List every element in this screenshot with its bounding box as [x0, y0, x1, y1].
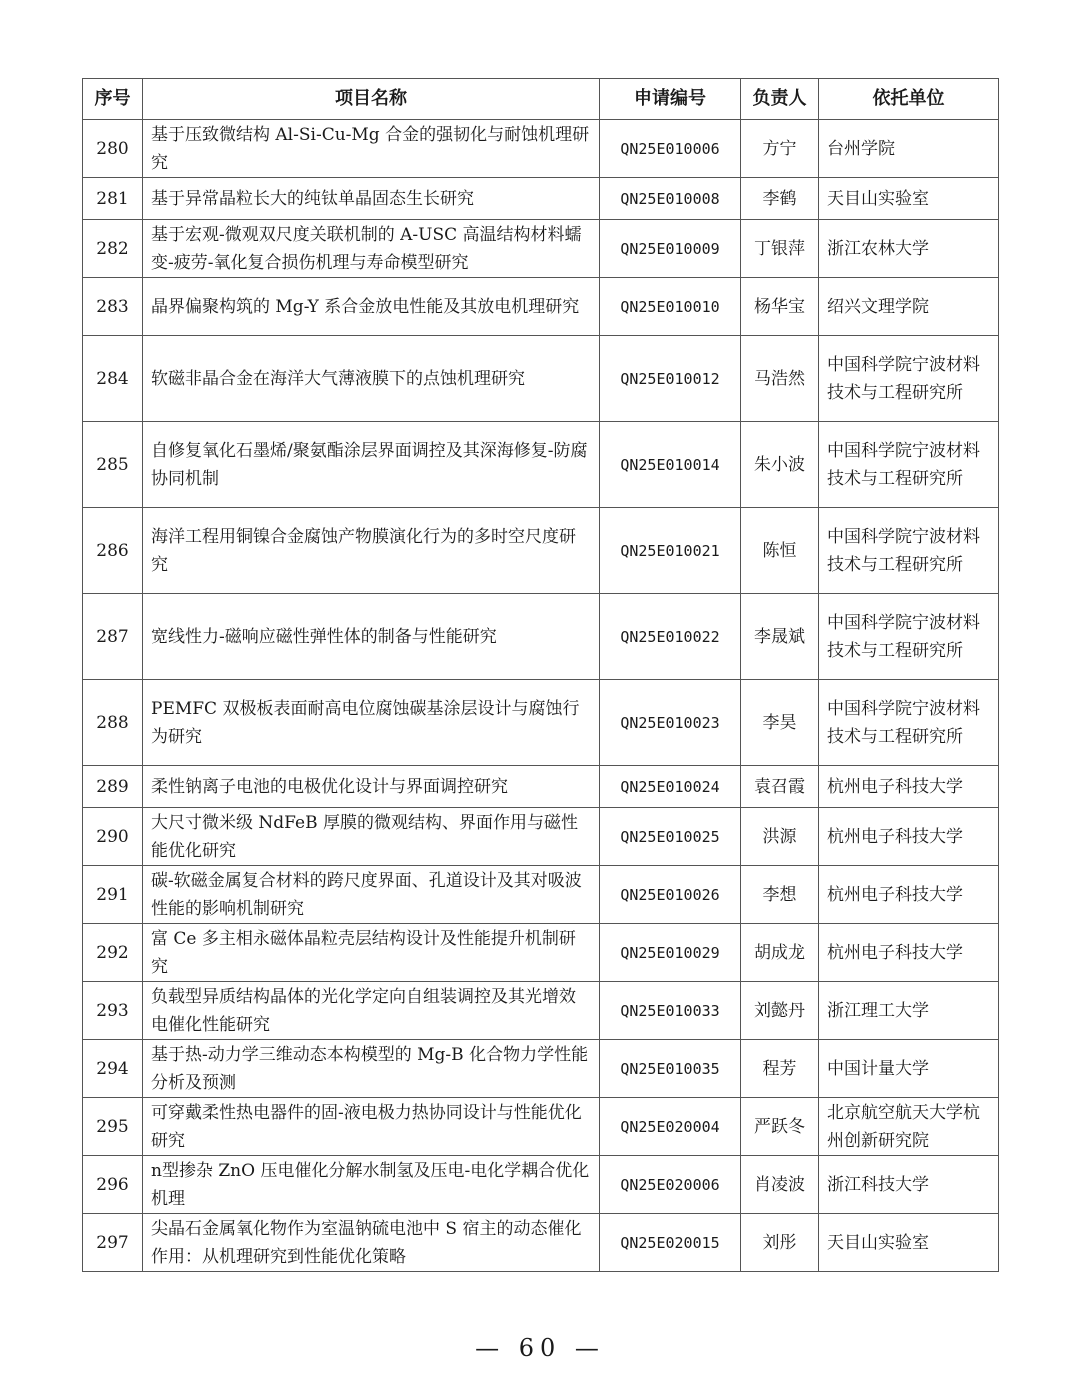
table-row: [83, 422, 999, 508]
project-title: 大尺寸微米级 NdFeB 厚膜的微观结构、界面作用与磁性能优化研究: [143, 808, 600, 866]
row-number: 291: [83, 866, 143, 924]
table-row: [83, 1040, 999, 1098]
project-title: 基于异常晶粒长大的纯钛单晶固态生长研究: [143, 178, 600, 220]
project-title: 自修复氧化石墨烯/聚氨酯涂层界面调控及其深海修复-防腐协同机制: [143, 422, 600, 508]
person-in-charge: 洪源: [741, 808, 819, 866]
person-in-charge: 李晟斌: [741, 594, 819, 680]
application-code: QN25E010026: [600, 866, 741, 924]
row-number: 288: [83, 680, 143, 766]
project-table: [82, 78, 999, 1272]
host-unit: 杭州电子科技大学: [819, 766, 999, 808]
host-unit: 浙江农林大学: [819, 220, 999, 278]
project-title: 基于压致微结构 Al-Si-Cu-Mg 合金的强韧化与耐蚀机理研究: [143, 120, 600, 178]
project-title: PEMFC 双极板表面耐高电位腐蚀碳基涂层设计与腐蚀行为研究: [143, 680, 600, 766]
row-number: 289: [83, 766, 143, 808]
header-person-in-charge: 负责人: [741, 79, 819, 120]
row-number: 293: [83, 982, 143, 1040]
host-unit: 杭州电子科技大学: [819, 866, 999, 924]
row-number: 284: [83, 336, 143, 422]
person-in-charge: 严跃冬: [741, 1098, 819, 1156]
application-code: QN25E010022: [600, 594, 741, 680]
table-row: [83, 1156, 999, 1214]
host-unit: 天目山实验室: [819, 1214, 999, 1272]
row-number: 283: [83, 278, 143, 336]
application-code: QN25E010010: [600, 278, 741, 336]
row-number: 292: [83, 924, 143, 982]
person-in-charge: 杨华宝: [741, 278, 819, 336]
application-code: QN25E020006: [600, 1156, 741, 1214]
table-row: [83, 278, 999, 336]
project-title: n型掺杂 ZnO 压电催化分解水制氢及压电-电化学耦合优化机理: [143, 1156, 600, 1214]
table-row: [83, 508, 999, 594]
person-in-charge: 陈恒: [741, 508, 819, 594]
table-row: [83, 120, 999, 178]
header-number: 序号: [83, 79, 143, 120]
project-title: 软磁非晶合金在海洋大气薄液膜下的点蚀机理研究: [143, 336, 600, 422]
application-code: QN25E010024: [600, 766, 741, 808]
person-in-charge: 丁银萍: [741, 220, 819, 278]
host-unit: 中国科学院宁波材料技术与工程研究所: [819, 336, 999, 422]
project-title: 海洋工程用铜镍合金腐蚀产物膜演化行为的多时空尺度研究: [143, 508, 600, 594]
application-code: QN25E010014: [600, 422, 741, 508]
table-row: [83, 866, 999, 924]
host-unit: 天目山实验室: [819, 178, 999, 220]
table-row: [83, 680, 999, 766]
project-title: 基于热-动力学三维动态本构模型的 Mg-B 化合物力学性能分析及预测: [143, 1040, 600, 1098]
row-number: 295: [83, 1098, 143, 1156]
application-code: QN25E010009: [600, 220, 741, 278]
person-in-charge: 方宁: [741, 120, 819, 178]
person-in-charge: 胡成龙: [741, 924, 819, 982]
host-unit: 绍兴文理学院: [819, 278, 999, 336]
host-unit: 中国科学院宁波材料技术与工程研究所: [819, 422, 999, 508]
application-code: QN25E010008: [600, 178, 741, 220]
table-header-row: [83, 79, 999, 120]
project-title: 碳-软磁金属复合材料的跨尺度界面、孔道设计及其对吸波性能的影响机制研究: [143, 866, 600, 924]
application-code: QN25E020015: [600, 1214, 741, 1272]
table-row: [83, 220, 999, 278]
application-code: QN25E020004: [600, 1098, 741, 1156]
project-title: 宽线性力-磁响应磁性弹性体的制备与性能研究: [143, 594, 600, 680]
application-code: QN25E010029: [600, 924, 741, 982]
host-unit: 浙江科技大学: [819, 1156, 999, 1214]
table-row: [83, 982, 999, 1040]
person-in-charge: 刘彤: [741, 1214, 819, 1272]
table-row: [83, 1098, 999, 1156]
row-number: 281: [83, 178, 143, 220]
person-in-charge: 肖凌波: [741, 1156, 819, 1214]
application-code: QN25E010006: [600, 120, 741, 178]
table-row: [83, 808, 999, 866]
project-table-container: [82, 78, 998, 1272]
host-unit: 北京航空航天大学杭州创新研究院: [819, 1098, 999, 1156]
row-number: 286: [83, 508, 143, 594]
person-in-charge: 朱小波: [741, 422, 819, 508]
row-number: 282: [83, 220, 143, 278]
person-in-charge: 马浩然: [741, 336, 819, 422]
table-row: [83, 336, 999, 422]
table-row: [83, 594, 999, 680]
host-unit: 浙江理工大学: [819, 982, 999, 1040]
host-unit: 杭州电子科技大学: [819, 924, 999, 982]
person-in-charge: 李想: [741, 866, 819, 924]
project-title: 晶界偏聚构筑的 Mg-Y 系合金放电性能及其放电机理研究: [143, 278, 600, 336]
person-in-charge: 李昊: [741, 680, 819, 766]
person-in-charge: 袁召霞: [741, 766, 819, 808]
table-row: [83, 924, 999, 982]
host-unit: 杭州电子科技大学: [819, 808, 999, 866]
table-row: [83, 178, 999, 220]
application-code: QN25E010033: [600, 982, 741, 1040]
row-number: 297: [83, 1214, 143, 1272]
table-row: [83, 766, 999, 808]
host-unit: 中国计量大学: [819, 1040, 999, 1098]
project-title: 尖晶石金属氧化物作为室温钠硫电池中 S 宿主的动态催化作用：从机理研究到性能优化策略: [143, 1214, 600, 1272]
person-in-charge: 刘懿丹: [741, 982, 819, 1040]
host-unit: 中国科学院宁波材料技术与工程研究所: [819, 594, 999, 680]
application-code: QN25E010035: [600, 1040, 741, 1098]
table-row: [83, 1214, 999, 1272]
project-title: 负载型异质结构晶体的光化学定向自组装调控及其光增效电催化性能研究: [143, 982, 600, 1040]
application-code: QN25E010025: [600, 808, 741, 866]
project-title: 基于宏观-微观双尺度关联机制的 A-USC 高温结构材料蠕变-疲劳-氧化复合损伤机理与寿命模型研究: [143, 220, 600, 278]
application-code: QN25E010012: [600, 336, 741, 422]
application-code: QN25E010021: [600, 508, 741, 594]
person-in-charge: 程芳: [741, 1040, 819, 1098]
person-in-charge: 李鹤: [741, 178, 819, 220]
row-number: 294: [83, 1040, 143, 1098]
project-title: 富 Ce 多主相永磁体晶粒壳层结构设计及性能提升机制研究: [143, 924, 600, 982]
row-number: 285: [83, 422, 143, 508]
host-unit: 台州学院: [819, 120, 999, 178]
row-number: 287: [83, 594, 143, 680]
header-application-code: 申请编号: [600, 79, 741, 120]
row-number: 290: [83, 808, 143, 866]
host-unit: 中国科学院宁波材料技术与工程研究所: [819, 508, 999, 594]
row-number: 280: [83, 120, 143, 178]
application-code: QN25E010023: [600, 680, 741, 766]
host-unit: 中国科学院宁波材料技术与工程研究所: [819, 680, 999, 766]
project-title: 可穿戴柔性热电器件的固-液电极力热协同设计与性能优化研究: [143, 1098, 600, 1156]
header-project-title: 项目名称: [143, 79, 600, 120]
header-host-unit: 依托单位: [819, 79, 999, 120]
project-title: 柔性钠离子电池的电极优化设计与界面调控研究: [143, 766, 600, 808]
page-number: — 60 —: [475, 1334, 605, 1362]
row-number: 296: [83, 1156, 143, 1214]
